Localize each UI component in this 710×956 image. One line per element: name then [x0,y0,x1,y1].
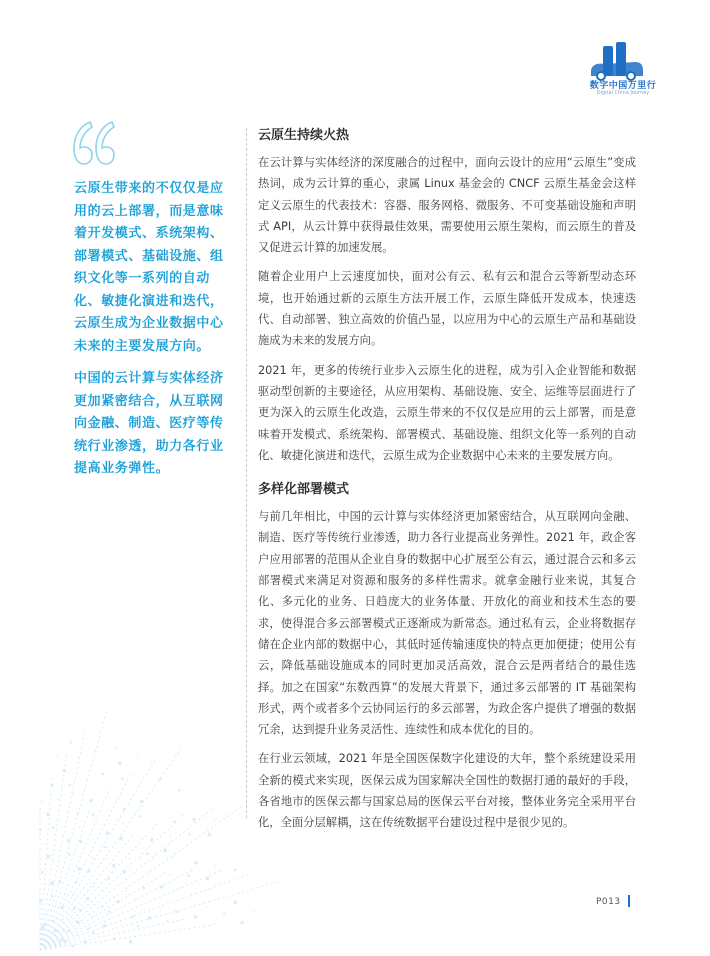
paragraph: 在行业云领域，2021 年是全国医保数字化建设的大年，整个系统建设采用全新的模式来实现，医保云成为国家解决全国性的数据打通的最好的手段，各省地市的医保云都与国家总局的医保云平台对接，整体业务完全采用平台化，全面分层解耦，这在传统数据平台建设过程中是很少见的。 [258,752,636,830]
paragraph: 2021 年，更多的传统行业步入云原生化的进程，成为引入企业智能和数据驱动型创新的主要途径，从应用架构、基础设施、安全、运维等层面进行了更为深入的云原生化改造，云原生带来的不仅仅是应用的云上部署，而是意味着开发模式、系统架构、部署模式、基础设施、组织文化等一系列的自动化、敏捷化演进和迭代，云原生成为企业数据中心未来的主要发展方向。 [258,363,636,462]
logo-text: 数字中国万里行 [589,81,657,91]
pull-quote-1: 云原生带来的不仅仅是应用的云上部署，而是意味着开发模式、系统架构、部署模式、基础设施、组织文化等一系列的自动化、敏捷化演进和迭代，云原生成为企业数据中心未来的主要发展方向。 [74,181,224,354]
pull-quote-2: 中国的云计算与实体经济更加紧密结合，从互联网向金融、制造、医疗等传统行业渗透，助力各行业提高业务弹性。 [74,371,224,476]
decorative-light-rays [0,700,330,956]
page-number: P013 [596,897,621,907]
section-heading-deployment: 多样化部署模式 [258,482,350,498]
quote-mark-icon [70,118,118,168]
paragraph: 在云计算与实体经济的深度融合的过程中，面向云设计的应用“云原生”变成热词，成为云计算的重心，隶属 Linux 基金会的 CNCF 云原生基金会这样定义云原生的代表技术：容器、服务网格、微服务、不可变基础设施和声明式 API，从云计算中获得最佳效果，需要使用云原生架构，而云原生的普及又促进云计算的加速发展。 [258,156,636,255]
page-number-bar [628,895,630,907]
paragraph: 与前几年相比，中国的云计算与实体经济更加紧密结合，从互联网向金融、制造、医疗等传统行业渗透，助力各行业提高业务弹性。2021 年，政企客户应用部署的范围从企业自身的数据中心扩展至公有云，通过混合云和多云部署模式来满足对资源和服务的多样性需求。就拿金融行业来说，其复合化、多元化的业务、日趋庞大的业务体量、开放化的商业和技术生态的要求，使得混合多云部署模式正逐渐成为新常态。通过私有云，企业将数据存储在企业内部的数据中心，其低时延传输速度快的特点更加便捷；使用公有云，降低基础设施成本的同时更加灵活高效，混合云是两者结合的最佳选择。加之在国家“东数西算”的发展大背景下，通过多云部署的 IT 基础架构形式，两个或者多个云协同运行的多云部署，为政企客户提供了增强的数据冗余，达到提升业务灵活性、连续性和成本优化的目的。 [258,510,636,737]
section-heading-cloud-native: 云原生持续火热 [258,128,350,143]
sidebar-quotes [74,178,234,491]
paragraph: 随着企业用户上云速度加快，面对公有云、私有云和混合云等新型动态环境，也开始通过新的云原生方法开展工作，云原生降低开发成本，快速迭代、自动部署、独立高效的价值凸显，以应用为中心的云原生产品和基础设施成为未来的发展方向。 [258,270,636,348]
logo-subtitle: Digital China Journey [596,90,650,96]
